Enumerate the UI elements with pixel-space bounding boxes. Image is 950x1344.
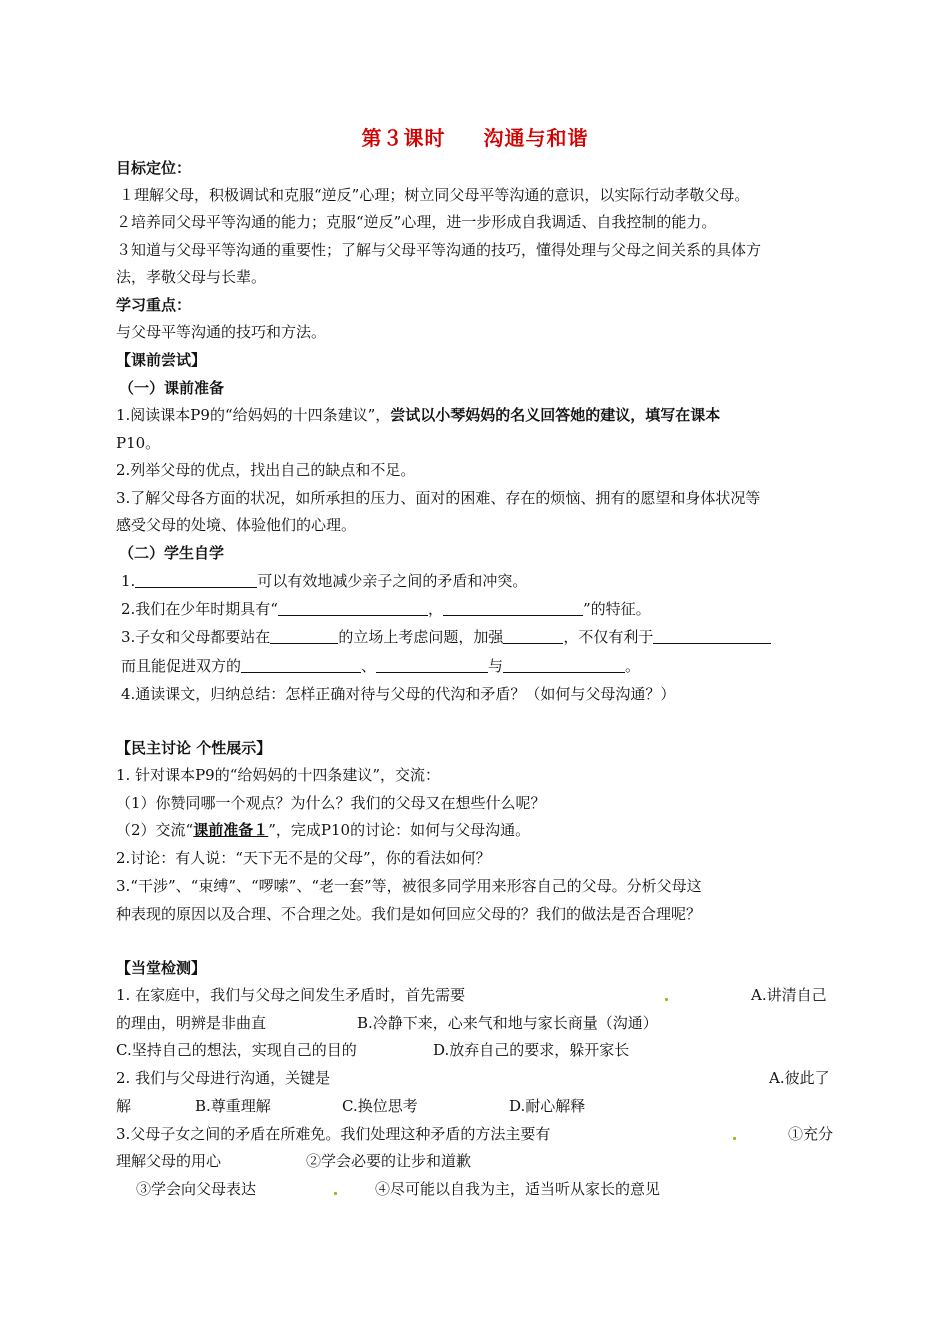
- fill-blank[interactable]: [270, 628, 338, 644]
- mark-dot: [665, 998, 668, 1001]
- test-q1-option-d: D.放弃自己的要求，躲开家长: [433, 1041, 630, 1059]
- page-title: [0, 122, 950, 151]
- test-q2-option-a-cont: 解: [116, 1097, 132, 1115]
- test-q1-option-a-cont: 的理由，明辨是非曲直: [116, 1014, 267, 1032]
- prep-reference-link: 课前准备１: [193, 821, 269, 839]
- goal-item: ３知道与父母平等沟通的重要性；了解与父母平等沟通的技巧，懂得处理与父母之间关系的具体方: [116, 241, 762, 259]
- discussion-item-3-cont: 种表现的原因以及合理、不合理之处。我们是如何回应父母的？我们的做法是否合理呢？: [116, 905, 702, 923]
- test-q3-option-4: ④尽可能以自我为主，适当听从家长的意见: [375, 1180, 661, 1198]
- self-study-item-4: 4.通读课文，归纳总结：怎样正确对待与父母的代沟和矛盾？（如何与父母沟通？）: [121, 685, 676, 703]
- discussion-heading: 【民主讨论 个性展示】: [116, 739, 272, 757]
- goal-item: 法，孝敬父母与长辈。: [116, 268, 267, 286]
- fill-blank[interactable]: [503, 657, 625, 673]
- test-q3-option-3: ③学会向父母表达: [136, 1180, 257, 1198]
- prep-item-1-cont: P10。: [116, 434, 161, 452]
- self-study-heading: （二）学生自学: [119, 544, 225, 562]
- test-q3-option-2: ②学会必要的让步和道歉: [306, 1152, 472, 1170]
- fill-blank[interactable]: [376, 657, 488, 673]
- discussion-item-2: 2.讨论：有人说：“天下无不是的父母”，你的看法如何？: [116, 849, 491, 867]
- discussion-item-1: 1. 针对课本P9的“给妈妈的十四条建议”，交流：: [116, 766, 441, 784]
- goals-heading: 目标定位：: [116, 159, 192, 177]
- test-q1-option-b: B.冷静下来，心来气和地与家长商量（沟通）: [357, 1014, 658, 1032]
- test-q1-option-c: C.坚持自己的想法，实现自己的目的: [116, 1041, 357, 1059]
- test-question-3: 3.父母子女之间的矛盾在所难免。我们处理这种矛盾的方法主要有: [116, 1125, 551, 1143]
- test-q2-option-a: A.彼此了: [769, 1069, 830, 1087]
- mark-dot: [733, 1137, 736, 1140]
- prep-item-3-cont: 感受父母的处境、体验他们的心理。: [116, 516, 357, 534]
- goal-item: １理解父母，积极调试和克服“逆反”心理；树立同父母平等沟通的意识，以实际行动孝敬父母。: [119, 186, 750, 204]
- self-study-item-3-cont: 而且能促进双方的 、 与 。: [121, 657, 641, 675]
- fill-blank[interactable]: [135, 572, 257, 588]
- self-study-item-3: 3.子女和父母都要站在 的立场上考虑问题，加强 ，不仅有利于: [121, 627, 771, 647]
- test-q2-option-b: B.尊重理解: [195, 1097, 271, 1115]
- mark-dot: [334, 1192, 337, 1195]
- self-study-item-2: 2.我们在少年时期具有“ ， ”的特征。: [121, 600, 651, 618]
- prep-item-1: 1.阅读课本P9的“给妈妈的十四条建议”，尝试以小琴妈妈的名义回答她的建议，填写在课本: [116, 406, 721, 424]
- test-question-1: 1. 在家庭中，我们与父母之间发生矛盾时，首先需要: [116, 986, 466, 1004]
- prep-heading: （一）课前准备: [119, 379, 225, 397]
- keypoints-text: 与父母平等沟通的技巧和方法。: [116, 323, 327, 341]
- fill-blank[interactable]: [241, 657, 361, 673]
- test-q1-option-a: A.讲清自己: [751, 986, 827, 1004]
- lesson-number: 第３课时: [361, 126, 446, 150]
- fill-blank[interactable]: [278, 600, 428, 616]
- prep-item-3: 3.了解父母各方面的状况，如所承担的压力、面对的困难、存在的烦恼、拥有的愿望和身体状况等: [116, 489, 761, 507]
- test-question-2: 2. 我们与父母进行沟通，关键是: [116, 1069, 331, 1087]
- test-q3-option-1-cont: 理解父母的用心: [116, 1152, 222, 1170]
- prep-item-2: 2.列举父母的优点，找出自己的缺点和不足。: [116, 461, 416, 479]
- keypoints-heading: 学习重点：: [116, 296, 192, 314]
- discussion-item-1a: （1）你赞同哪一个观点？为什么？我们的父母又在想些什么呢？: [116, 794, 546, 812]
- lesson-topic: 沟通与和谐: [483, 126, 589, 150]
- discussion-item-1b: （2）交流“课前准备１”，完成P10的讨论：如何与父母沟通。: [116, 821, 531, 839]
- fill-blank[interactable]: [443, 600, 583, 616]
- fill-blank[interactable]: [653, 628, 771, 644]
- goal-item: ２培养同父母平等沟通的能力；克服“逆反”心理，进一步形成自我调适、自我控制的能力。: [116, 213, 717, 231]
- fill-blank[interactable]: [503, 628, 563, 644]
- test-q2-option-c: C.换位思考: [342, 1097, 418, 1115]
- self-study-item-1: 1. 可以有效地减少亲子之间的矛盾和冲突。: [121, 572, 528, 590]
- test-q3-option-1: ①充分: [788, 1125, 834, 1143]
- discussion-item-3: 3.“干涉”、“束缚”、“啰嗦”、“老一套”等，被很多同学用来形容自己的父母。分析父母这: [116, 877, 702, 895]
- test-q2-option-d: D.耐心解释: [509, 1097, 586, 1115]
- test-heading: 【当堂检测】: [116, 959, 207, 977]
- pre-class-heading: 【课前尝试】: [116, 351, 207, 369]
